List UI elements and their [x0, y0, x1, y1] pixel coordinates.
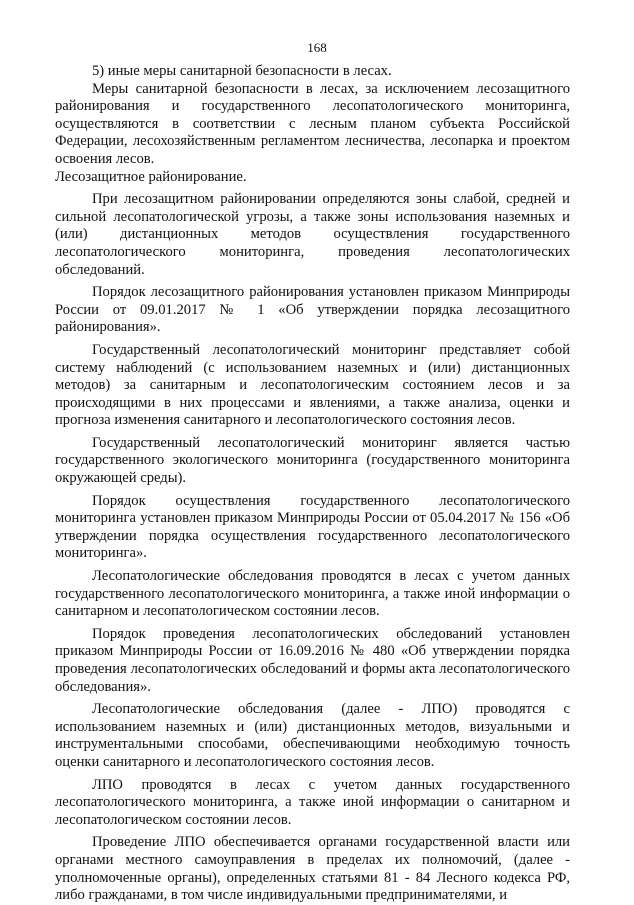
- paragraph-monitoring-order: Порядок осуществления государственного лесопатологического мониторинга установлен приказом Минприроды России от 05.04.2017 № 156 «Об утверждении порядка осуществления государственного лесопатологического мониторинга».: [55, 492, 570, 562]
- paragraph-monitoring-part: Государственный лесопатологический мониторинг является частью государственного экологического мониторинга (государственного мониторинга окружающей среды).: [55, 434, 570, 487]
- page-number: 168: [307, 40, 327, 55]
- paragraph-lpo-provision: Проведение ЛПО обеспечивается органами государственной власти или органами местного самоуправления в пределах их полномочий, (далее - уполномоченные органы), определенных статьями 81 - 84 Лесного кодекса РФ, либо гражданами, в том числе индивидуальными предпринимателями, и: [55, 834, 570, 904]
- paragraph-zoning-order: Порядок лесозащитного районирования установлен приказом Минприроды России от 09.01.2017 № 1 «Об утверждении порядка лесозащитного районирования».: [55, 284, 570, 336]
- paragraph-surveys-order: Порядок проведения лесопатологических обследований установлен приказом Минприроды России от 16.09.2016 № 480 «Об утверждении порядка проведения лесопатологических обследований и формы акта лесопатологического обследования».: [55, 625, 570, 695]
- paragraph-zoning-zones: При лесозащитном районировании определяются зоны слабой, средней и сильной лесопатологической угрозы, а также зоны использования наземных и (или) дистанционных методов осуществления государственного лесопатологического мониторинга, проведения лесопатологических обследований.: [55, 191, 570, 278]
- paragraph-lpo-methods: Лесопатологические обследования (далее - ЛПО) проводятся с использованием наземных и (или) дистанционных методов, визуальными и инструментальными способами, обеспечивающими необходимую точность оценки санитарного и лесопатологического состояния лесов.: [55, 701, 570, 770]
- paragraph-other-measures: 5) иные меры санитарной безопасности в лесах.: [92, 63, 392, 79]
- paragraph-monitoring-definition: Государственный лесопатологический мониторинг представляет собой систему наблюдений (с использованием наземных и (или) дистанционных методов) за санитарным и лесопатологическим состоянием лесов и за происходящими в них процессами и явлениями, а также анализа, оценки и прогноза изменения санитарного и лесопатологического состояния лесов.: [55, 341, 570, 429]
- paragraph-surveys-conducted: Лесопатологические обследования проводятся в лесах с учетом данных государственного лесопатологического мониторинга, а также иной информации о санитарном и лесопатологическом состоянии лесов.: [55, 568, 570, 620]
- document-body: [55, 63, 570, 905]
- paragraph-sanitary-measures: Меры санитарной безопасности в лесах, за исключением лесозащитного районирования и государственного лесопатологического мониторинга, осуществляются в соответствии с лесным планом субъекта Российской Федерации, лесохозяйственным регламентом лесничества, лесопарка и проектом освоения лесов.: [55, 80, 570, 167]
- paragraph-lpo-data: ЛПО проводятся в лесах с учетом данных государственного лесопатологического мониторинга, а также иной информации о санитарном и лесопатологическом состоянии лесов.: [55, 776, 570, 828]
- section-heading-zoning: Лесозащитное районирование.: [55, 168, 247, 185]
